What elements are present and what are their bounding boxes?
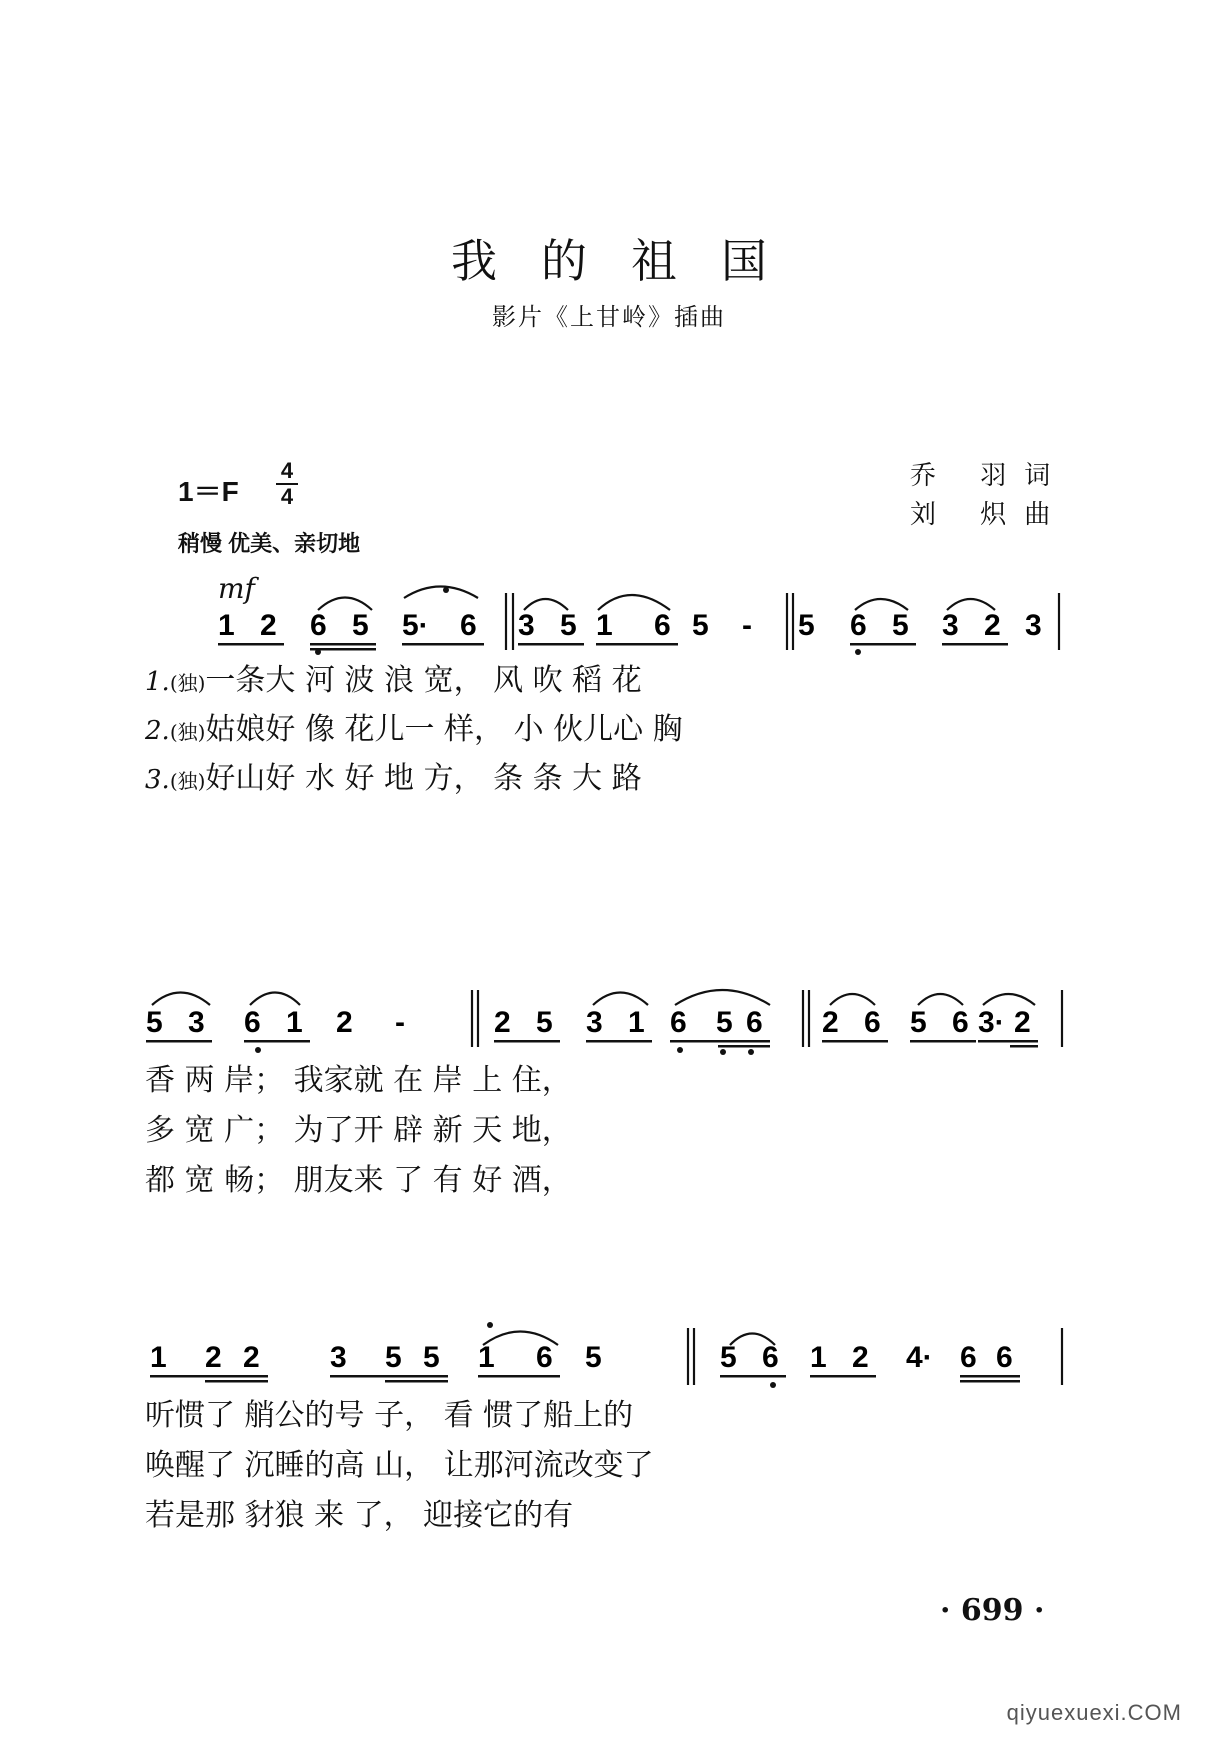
lyric-line: 若是那 豺狼 来 了， 迎接它的有 (145, 1498, 574, 1533)
svg-text:2: 2 (494, 1006, 511, 1039)
svg-text:2: 2 (852, 1341, 869, 1374)
svg-text:1: 1 (596, 609, 613, 642)
dynamic-marking: mf (218, 572, 255, 605)
svg-text:6: 6 (864, 1006, 881, 1039)
svg-text:6: 6 (952, 1006, 969, 1039)
watermark: qiyuexuexi.COM (1006, 1700, 1182, 1725)
tempo-marking: 稍慢 优美、亲切地 (178, 531, 361, 556)
lyric-line: 唤醒了 沉睡的高 山， 让那河流改变了 (145, 1448, 654, 1483)
svg-text:2: 2 (243, 1341, 260, 1374)
lyric-line: 香 两 岸； 我家就 在 岸 上 住， (145, 1063, 572, 1098)
svg-text:5: 5 (352, 609, 369, 642)
time-signature-bottom: 4 (280, 484, 294, 509)
svg-text:1: 1 (150, 1341, 167, 1374)
page-title: 我的祖国 (451, 234, 811, 288)
svg-text:5: 5 (692, 609, 709, 642)
svg-text:-: - (395, 1006, 405, 1039)
svg-text:5: 5 (385, 1341, 402, 1374)
svg-text:-: - (742, 609, 752, 642)
svg-text:5·: 5· (402, 609, 429, 642)
svg-text:3: 3 (518, 609, 535, 642)
page-number: · 699 · (940, 1593, 1045, 1628)
svg-text:6: 6 (960, 1341, 977, 1374)
svg-text:5: 5 (720, 1341, 737, 1374)
svg-text:6: 6 (460, 609, 477, 642)
svg-text:1: 1 (478, 1341, 495, 1374)
lyric-line: 3.(独)好山好 水 好 地 方， 条 条 大 路 (145, 761, 642, 796)
svg-text:6: 6 (746, 1006, 763, 1039)
svg-text:2: 2 (260, 609, 277, 642)
svg-text:6: 6 (670, 1006, 687, 1039)
svg-text:5: 5 (423, 1341, 440, 1374)
svg-text:6: 6 (654, 609, 671, 642)
svg-text:2: 2 (336, 1006, 353, 1039)
lyric-line: 都 宽 畅； 朋友来 了 有 好 酒， (145, 1163, 572, 1198)
svg-text:5: 5 (716, 1006, 733, 1039)
svg-text:3·: 3· (978, 1006, 1005, 1039)
lyricist-credit: 乔 羽词 (910, 461, 1069, 491)
lyric-line: 2.(独)姑娘好 像 花儿一 样， 小 伙儿心 胸 (145, 712, 683, 747)
page-subtitle: 影片《上甘岭》插曲 (492, 303, 726, 331)
svg-text:6: 6 (996, 1341, 1013, 1374)
svg-text:5: 5 (146, 1006, 163, 1039)
svg-text:5: 5 (560, 609, 577, 642)
svg-text:3: 3 (942, 609, 959, 642)
svg-text:3: 3 (586, 1006, 603, 1039)
svg-text:3: 3 (330, 1341, 347, 1374)
svg-text:2: 2 (984, 609, 1001, 642)
svg-text:3: 3 (1025, 609, 1042, 642)
svg-text:6: 6 (850, 609, 867, 642)
lyric-line: 听惯了 艄公的号 子， 看 惯了船上的 (145, 1398, 634, 1433)
svg-text:2: 2 (822, 1006, 839, 1039)
key-signature: 1＝F (178, 476, 239, 507)
lyric-line: 1.(独)一条大 河 波 浪 宽， 风 吹 稻 花 (145, 663, 642, 698)
svg-text:5: 5 (892, 609, 909, 642)
notes-summary-1: 1 2 6 5 5· 6 | 3 5 i 6 5 - | 5 6 5 3 2 3 (145, 1540, 163, 1541)
svg-text:5: 5 (536, 1006, 553, 1039)
notes-summary-2: 5 3 6 1 2 - | 2 5 3 1 6 5 6 | 2 6 5 6 3· 2 (145, 1545, 165, 1546)
lyric-line: 多 宽 广； 为了开 辟 新 天 地， (145, 1113, 572, 1148)
svg-text:1: 1 (218, 609, 235, 642)
svg-text:1: 1 (810, 1341, 827, 1374)
svg-text:6: 6 (762, 1341, 779, 1374)
svg-text:5: 5 (585, 1341, 602, 1374)
svg-text:1: 1 (628, 1006, 645, 1039)
svg-text:4·: 4· (906, 1341, 933, 1374)
svg-text:6: 6 (244, 1006, 261, 1039)
svg-text:6: 6 (536, 1341, 553, 1374)
svg-text:6: 6 (310, 609, 327, 642)
svg-text:5: 5 (910, 1006, 927, 1039)
svg-text:3: 3 (188, 1006, 205, 1039)
svg-text:1: 1 (286, 1006, 303, 1039)
notes-summary-3: 1 2 2 3 5 5 i 6 5 | 5 6 1 2 4· 6 6 (145, 1550, 161, 1551)
time-signature-top: 4 (280, 458, 294, 483)
composer-credit: 刘 炽曲 (910, 500, 1069, 530)
svg-text:5: 5 (798, 609, 815, 642)
svg-text:2: 2 (1014, 1006, 1031, 1039)
svg-text:2: 2 (205, 1341, 222, 1374)
